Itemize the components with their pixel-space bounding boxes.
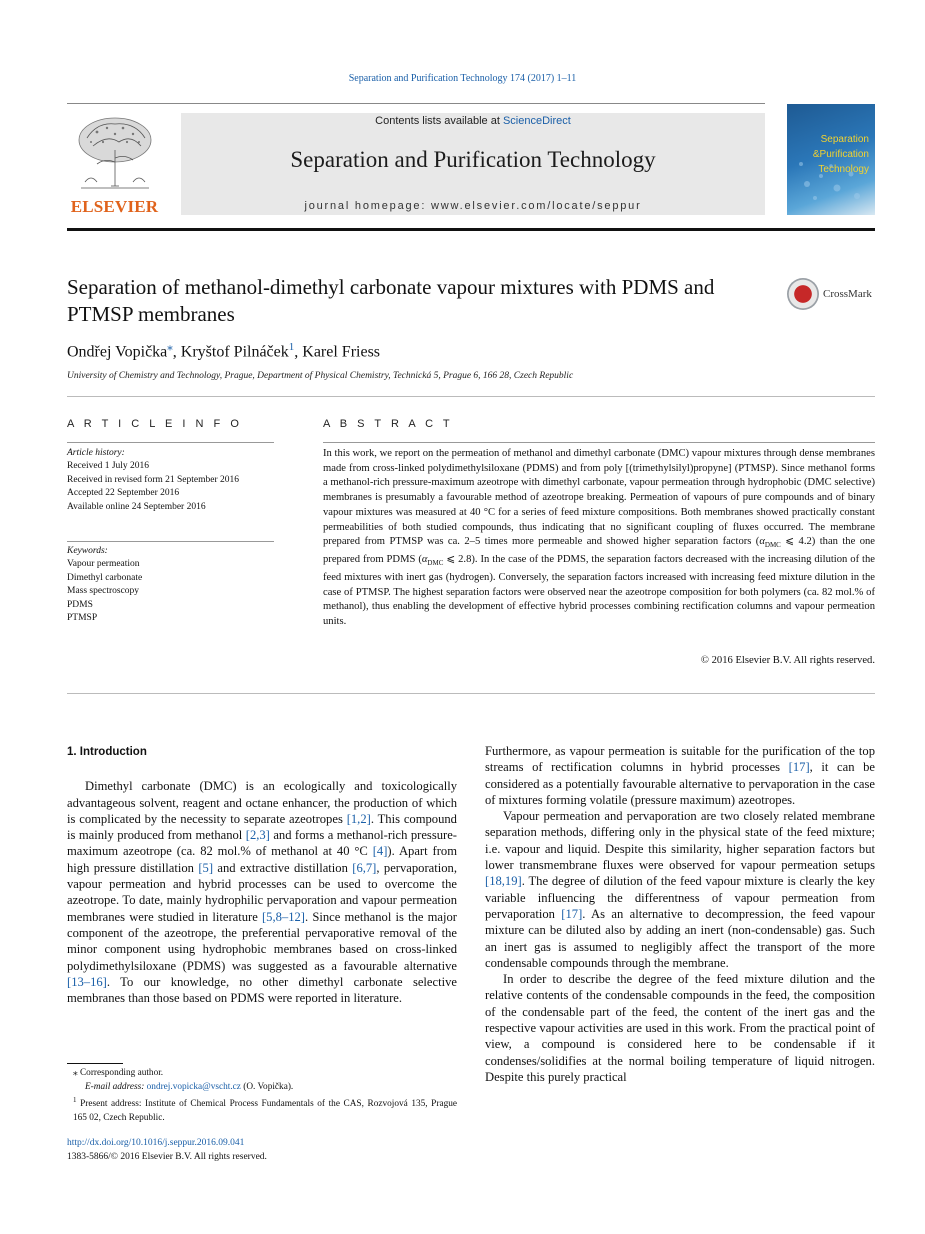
citation-link[interactable]: [1,2]: [346, 811, 371, 826]
citation-link[interactable]: [17]: [788, 760, 810, 775]
keyword-item: Vapour permeation: [67, 559, 140, 570]
keywords-label: Keywords:: [67, 546, 108, 556]
elsevier-wordmark: ELSEVIER: [70, 197, 159, 216]
cover-title: [787, 132, 875, 177]
crossmark-icon: [787, 278, 819, 310]
elsevier-logo: [67, 112, 162, 217]
cover-title-line-3: Technology: [818, 164, 869, 175]
alpha-symbol: α: [421, 554, 428, 566]
journal-cover: [787, 104, 875, 215]
keywords: [67, 545, 274, 625]
abstract-part: ). In the case of the PDMS, the separation factors decreased with the increasing dilution of the feed mixtures with inert gas (hydrogen). Conversely, the separation factors increased with increasing feed mixture dilution in the case of PTMSP. The highest separation factors were observed near the azeotrope composition for both polymers (ca. 82 mol.% of methanol), thus enabling the development of effective hybrid processes combining rectification columns and vapour permeation units.: [323, 554, 875, 627]
affiliation: University of Chemistry and Technology, Prague, Department of Physical Chemistry, Technická 5, Prague 6, 166 28, Czech Republic: [67, 371, 574, 381]
alpha-subscript: DMC: [764, 541, 781, 550]
alpha-relation: ⩽ 4.2: [780, 536, 812, 548]
journal-title: Separation and Purification Technology: [290, 147, 656, 172]
citation-link[interactable]: [6,7]: [352, 860, 377, 875]
crossmark-badge[interactable]: [787, 278, 877, 312]
header-rule-top: [67, 103, 765, 104]
keyword-item: PDMS: [67, 599, 93, 610]
cover-title-line-1: Separation: [820, 134, 869, 145]
alpha-subscript: DMC: [427, 559, 444, 568]
history-item: Received 1 July 2016: [67, 461, 150, 472]
footnote-corresponding: ⁎ Corresponding author.: [73, 1068, 164, 1078]
citation-link[interactable]: [2,3]: [245, 828, 270, 843]
journal-header-box: [181, 113, 765, 215]
footnote-email: E-mail address: ondrej.vopicka@vscht.cz (O. Vopička).: [85, 1081, 294, 1092]
section-heading-introduction: 1. Introduction: [67, 746, 147, 758]
journal-reference[interactable]: Separation and Purification Technology 174 (2017) 1–11: [348, 73, 577, 84]
body-column-right: [485, 743, 875, 1085]
abstract-part: In this work, we report on the permeation of methanol and dimethyl carbonate (DMC) vapour mixtures through dense membranes made from cross-linked polydimethylsiloxane (PDMS) and from poly [(trimethylsilyl)propyne] (PTMSP). Since methanol forms a methanol-rich pressure-maximum azeotrope with dimethyl carbonate, vapour permeation through hydrophobic (DMC selective) membranes is presumably a favourable method of azeotrope breaking. Permeation of vapours of pure compounds and of binary vapour mixtures was measured at 40 °C for a series of feed mixture compositions. Both membranes showed practically constant permeabilities of both studied compounds, thus indicating that no significant coupling of fluxes occurred. The membrane prepared from PTMSP was ca. 2–5 times more permeable and showed higher separation factors (: [323, 448, 875, 548]
citation-link[interactable]: [5]: [198, 860, 214, 875]
author-name: Karel Friess: [302, 343, 381, 361]
author-separator: ,: [294, 343, 303, 361]
abstract-heading: A B S T R A C T: [323, 418, 454, 430]
author-separator: ,: [172, 343, 181, 361]
author-name: Ondřej Vopička: [67, 343, 168, 361]
author-footnote-mark[interactable]: ⁎: [167, 341, 173, 353]
journal-homepage[interactable]: journal homepage: www.elsevier.com/locate/seppur: [304, 200, 642, 212]
alpha-relation: ⩽ 2.8: [443, 554, 472, 566]
abstract-part: ) than the one prepared from PDMS (: [323, 536, 875, 566]
paragraph: Vapour permeation and pervaporation are two closely related membrane separation methods, differing only in the physical state of the feed mixture; i.e. vapour and liquid. Despite this similarity, higher separation factors but lower transmembrane fluxes were observed for vapour permeation setups [18,19]. The degree of dilution of the feed vapour mixture is clearly the key variable influencing the differentness of vapour permeation from pervaporation [17]. As an alternative to decompression, the feed vapour mixture can be diluted also by adding an inert (non-condensable) gas. Such an inert gas is assumed to negligibly affect the transport of the more condensable compounds through the membrane.: [485, 809, 875, 970]
author-name: Kryštof Pilnáček: [180, 343, 289, 361]
history-item: Accepted 22 September 2016: [67, 488, 180, 499]
footnotes: [67, 1067, 457, 1125]
body-column-left: [67, 743, 457, 1006]
doi-block: [67, 1137, 457, 1164]
contents-line: [181, 115, 765, 127]
keyword-item: PTMSP: [67, 613, 98, 624]
article-title: Separation of methanol-dimethyl carbonate vapour mixtures with PDMS and PTMSP membranes: [67, 275, 715, 326]
article-info-heading: A R T I C L E I N F O: [67, 418, 243, 430]
keyword-item: Mass spectroscopy: [67, 586, 140, 597]
footnote-mark: ⁎: [73, 1068, 78, 1078]
email-link[interactable]: ondrej.vopicka@vscht.cz: [146, 1081, 241, 1092]
keyword-item: Dimethyl carbonate: [67, 572, 143, 583]
abstract-bottom-rule: [67, 693, 875, 694]
abstract-copyright: © 2016 Elsevier B.V. All rights reserved.: [700, 655, 875, 666]
author-list: [67, 340, 787, 361]
citation-link[interactable]: [4]: [372, 844, 388, 859]
paragraph: Furthermore, as vapour permeation is suitable for the purification of the top streams of rectification columns in hybrid processes [17], it can be considered as a potentially favourable alternative to pervaporation in the case of mixtures forming volatile (pressure maximum) azeotropes.: [485, 744, 875, 807]
crossmark-label: CrossMark: [823, 288, 872, 300]
abstract-rule: [323, 442, 875, 443]
citation-link[interactable]: [18,19]: [485, 874, 522, 889]
contents-prefix: Contents lists available at: [375, 115, 503, 127]
author-footnote-mark[interactable]: 1: [288, 341, 295, 353]
footnote-rule: [67, 1063, 123, 1064]
elsevier-tree-icon: [67, 112, 162, 194]
history-label: Article history:: [67, 448, 125, 458]
citation-link[interactable]: [13–16]: [67, 974, 107, 989]
abstract-text: [323, 447, 875, 630]
history-item: Received in revised form 21 September 2016: [67, 474, 240, 485]
cover-title-line-2: &Purification: [812, 149, 869, 160]
footnote-present-address: $^1$ Present address: Institute of Chemical Process Fundamentals of the CAS, Rozvojová 135, Prague 165 02, Czech Republic.: [73, 1096, 457, 1123]
footnote-mark: 1: [73, 1096, 77, 1105]
affiliation-rule: [67, 396, 875, 397]
issn-copyright: 1383-5866/© 2016 Elsevier B.V. All rights reserved.: [67, 1151, 267, 1162]
citation-link[interactable]: [5,8–12]: [261, 909, 306, 924]
paragraph: Dimethyl carbonate (DMC) is an ecologically and toxicologically advantageous solvent, reagent and octane enhancer, the production of which is complicated by the necessity to separate azeotropes [1,2]. This compound is mainly produced from methanol [2,3] and forms a methanol-rich pressure-maximum azeotrope (ca. 82 mol.% of methanol at 40 °C [4]). Apart from high pressure distillation [5] and extractive distillation [6,7], pervaporation, vapour permeation and hybrid processes can be used to overcome the azeotrope. To date, mainly hydrophilic pervaporation and vapour permeation membranes were studied in literature [5,8–12]. Since methanol is the major component of the azeotrope, the preferential pervaporative removal of the minor component using hydrophobic membranes based on cross-linked polydimethylsiloxane (PDMS) was suggested as a favourable alternative [13–16]. To our knowledge, no other dimethyl carbonate selective membranes than those based on PDMS were reported in literature.: [67, 779, 457, 1006]
doi-link[interactable]: http://dx.doi.org/10.1016/j.seppur.2016.09.041: [67, 1138, 245, 1148]
paragraph: In order to describe the degree of the feed mixture dilution and the relative contents of the condensable compounds in the feed, the composition of the condensable part of the feed, the content of the inert gas and the respective vapour activities are used in this work. From the practical point of view, a compound is considered here to be condensable if it condenses/solidifies at the normal boiling temperature of liquid nitrogen. Despite this purely practical: [485, 972, 875, 1084]
header-rule-bottom: [67, 228, 875, 231]
keywords-rule: [67, 541, 274, 542]
history-item: Available online 24 September 2016: [67, 501, 206, 512]
alpha-symbol: α: [759, 536, 765, 548]
sciencedirect-link[interactable]: ScienceDirect: [502, 115, 571, 127]
article-history: [67, 447, 274, 514]
article-info-rule: [67, 442, 274, 443]
citation-link[interactable]: [17]: [561, 906, 583, 921]
